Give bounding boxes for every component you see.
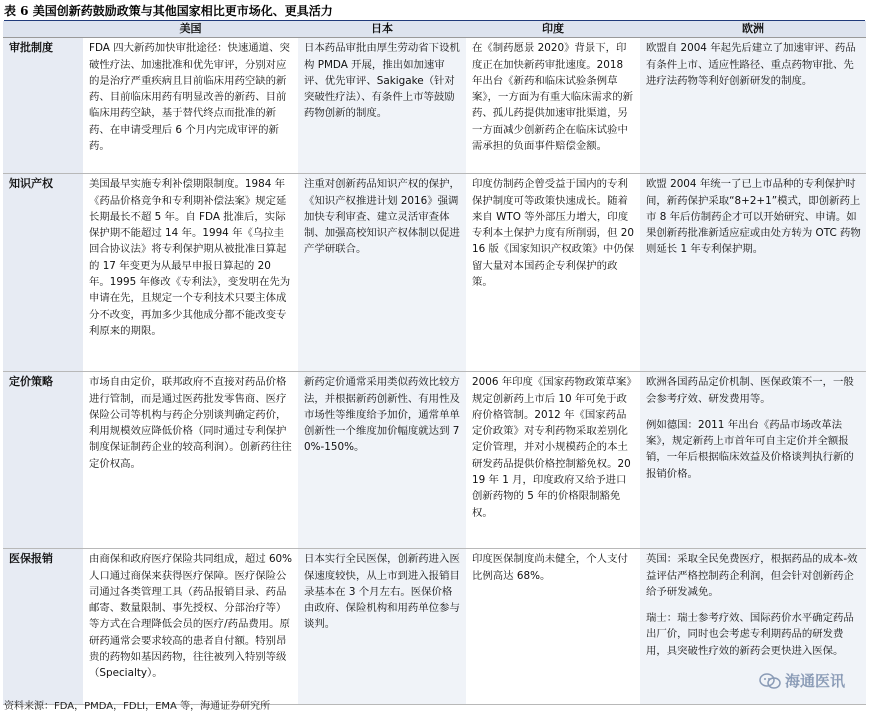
table-row bbox=[3, 372, 866, 549]
cell-japan bbox=[298, 174, 466, 372]
header-india: 印度 bbox=[466, 21, 640, 38]
cell-text: 英国：采取全民免费医疗，根据药品的成本-效益评估严格控制药企利润，但会针对创新药企给予研发减免。 bbox=[646, 553, 858, 598]
cell-india bbox=[466, 549, 640, 705]
cell-text: 欧盟自 2004 年起先后建立了加速审评、药品有条件上市、适应性路径、重点药物审批、先进疗法药物等利好创新研发的制度。 bbox=[646, 42, 856, 87]
cell-usa bbox=[83, 372, 298, 549]
cell-text: 欧洲各国药品定价机制、医保政策不一，一般会参考疗效、研发费用等。 bbox=[646, 376, 854, 405]
cell-text: 印度医保制度尚未健全，个人支付比例高达 68%。 bbox=[472, 553, 628, 582]
row-category: 医保报销 bbox=[3, 549, 83, 705]
cell-usa bbox=[83, 38, 298, 174]
header-row bbox=[3, 21, 866, 38]
cell-text: 日本实行全民医保，创新药进入医保速度较快，从上市到进入报销目录基本在 3 个月左右。医保价格由政府、保险机构和用药单位参与谈判。 bbox=[304, 553, 460, 631]
cell-text: 印度仿制药企曾受益于国内的专利保护制度可等政策快速成长。随着来自 WTO 等外部压力增大，印度专利本土保护力度有所削弱，但 2016 版《国家知识产权政策》中仍保留大量对本国药企专利保护的政策。 bbox=[472, 178, 634, 289]
cell-text: FDA 四大新药加快审批途径：快速通道、突破性疗法、加速批准和优先审评，分别对应的是治疗严重疾病且目前临床用药空缺的新药、目前临床用药有明显改善的新药、目前临床用药空缺，基于替代终点而批准的新药、在申请受理后 6 个月内完成审评的新药。 bbox=[89, 42, 290, 153]
cell-text: 由商保和政府医疗保险共同组成，超过 60%人口通过商保来获得医疗保障。医疗保险公司通过各类管理工具（药品报销目录、药品邮寄、数量限制、事先授权、分部治疗等）等方式在合理降低会员的医疗/药品费用。原研药通常会要求较高的患者自付额。特别昂贵的药物如基因药物，往往被列入特别等级（Specialty）。 bbox=[89, 553, 293, 680]
row-category: 知识产权 bbox=[3, 174, 83, 372]
cell-usa bbox=[83, 174, 298, 372]
cell-japan bbox=[298, 549, 466, 705]
cell-text: 市场自由定价，联邦政府不直接对药品价格进行管制，而是通过医药批发零售商、医疗保险公司等机构与药企分别谈判确定药价，利用规模效应降低价格（同时通过专利保护制度保证制药企业的较高利润）。创新药往往定价权高。 bbox=[89, 376, 292, 470]
cell-europe bbox=[640, 38, 866, 174]
header-usa: 美国 bbox=[83, 21, 298, 38]
cell-text: 日本药品审批由厚生劳动省下设机构 PMDA 开展，推出如加速审评、优先审评、Sakigake（针对突破性疗法）、有条件上市等鼓励药物创新的制度。 bbox=[304, 42, 460, 120]
header-japan: 日本 bbox=[298, 21, 466, 38]
table-row bbox=[3, 174, 866, 372]
cell-text: 注重对创新药品知识产权的保护，《知识产权推进计划 2016》强调加快专利审查、建立灵活审查体制、加强高校知识产权体制以促进产学研联合。 bbox=[304, 178, 460, 256]
cell-text: 美国最早实施专利补偿期限制度。1984 年《药品价格竞争和专利期补偿法案》规定延长期最长不超 5 年。自 FDA 批准后，实际保护期不能超过 14 年。1994 年《乌拉圭回合协议法》将专利保护期从被批准日算起的 17 年变更为从最早申报日算起的 20 年。1995 年修改《专利法》，变发明在先为申请在先，且规定一个专利技术只要主体成分不改变，再加多少其他成分都不能改变专利原来的期限。 bbox=[89, 178, 291, 337]
cell-india bbox=[466, 38, 640, 174]
table-row bbox=[3, 38, 866, 174]
cell-europe bbox=[640, 174, 866, 372]
cell-india bbox=[466, 174, 640, 372]
cell-text: 2006 年印度《国家药物政策草案》规定创新药上市后 10 年可免于政府价格管制。2012 年《国家药品定价政策》对专利药物采取差别化定价管理，并对小规模药企的本土研发药品提供价格控制豁免权。2019 年 1 月，印度政府又给予进口创新药物的 5 年的价格限制豁免权。 bbox=[472, 376, 632, 519]
wechat-icon bbox=[759, 672, 781, 690]
source-note: 资料来源：FDA，PMDA，FDLI，EMA 等，海通证券研究所 bbox=[4, 701, 271, 712]
table-title: 表 6 美国创新药鼓励政策与其他国家相比更市场化、更具活力 bbox=[4, 2, 865, 21]
policy-comparison-table bbox=[3, 21, 866, 705]
row-category: 审批制度 bbox=[3, 38, 83, 174]
cell-japan bbox=[298, 372, 466, 549]
cell-usa bbox=[83, 549, 298, 705]
cell-text: 欧盟 2004 年统一了已上市品种的专利保护时间，新药保护采取“8+2+1”模式，即创新药上市 8 年后仿制药企才可以开始研究、申请。如果创新药批准新适应症或由处方转为 OTC 药物则延长 1 年专利保护期。 bbox=[646, 178, 861, 256]
cell-text: 瑞士：瑞士参考疗效、国际药价水平确定药品出厂价，同时也会考虑专利期药品的研发费用，具突破性疗效的新药会更快进入医保。 bbox=[646, 612, 854, 657]
cell-text: 在《制药愿景 2020》背景下，印度正在加快新药审批速度。2018 年出台《新药和临床试验条例草案》，一方面为有重大临床需求的新药、孤儿药提供加速审批渠道，另一方面减少创新药企在临床试验中需承担的负面事件赔偿金额。 bbox=[472, 42, 634, 153]
table-row bbox=[3, 549, 866, 705]
cell-text: 例如德国：2011 年出台《药品市场改革法案》，规定新药上市首年可自主定价并全额报销，一年后根据临床效益及价格谈判执行新的报销价格。 bbox=[646, 418, 854, 480]
header-corner bbox=[3, 21, 83, 38]
watermark bbox=[759, 670, 845, 691]
cell-europe bbox=[640, 372, 866, 549]
row-category: 定价策略 bbox=[3, 372, 83, 549]
watermark-text: 海通医讯 bbox=[784, 672, 845, 690]
cell-japan bbox=[298, 38, 466, 174]
cell-text: 新药定价通常采用类似药效比较方法，并根据新药创新性、有用性及市场性等维度给予加价，通常单单创新性一个维度加价幅度就达到 70%-150%。 bbox=[304, 376, 460, 454]
header-europe: 欧洲 bbox=[640, 21, 866, 38]
cell-india bbox=[466, 372, 640, 549]
